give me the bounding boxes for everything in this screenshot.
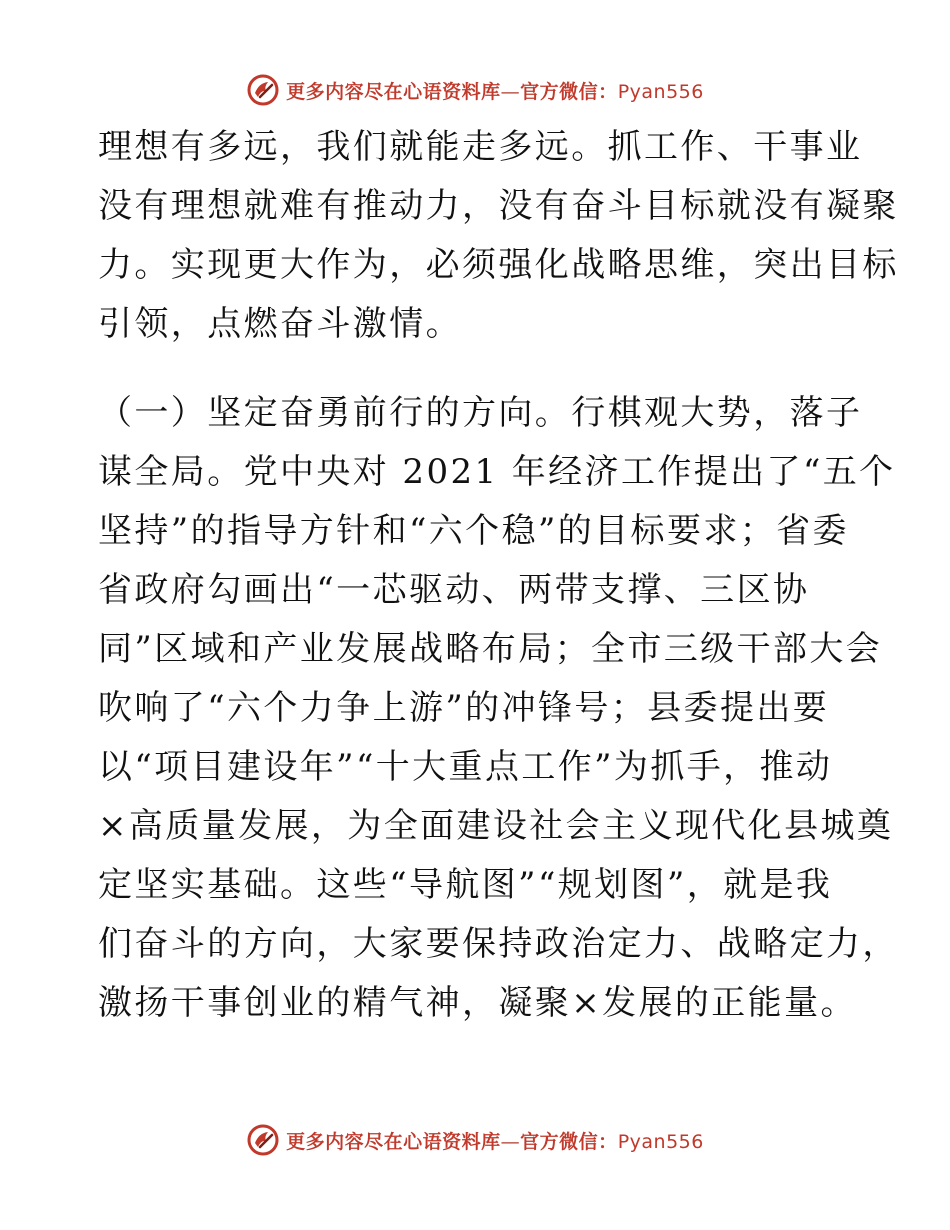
watermark-official: 官方微信： [520, 1130, 618, 1153]
watermark-brand: 更多内容尽在心语资料库 [286, 1130, 501, 1153]
text-line: 们奋斗的方向，大家要保持政治定力、战略定力， [98, 924, 899, 964]
text-line: 理想有多远，我们就能走多远。抓工作、干事业 [98, 127, 863, 167]
paragraph-2 [98, 384, 899, 1033]
text-line: ×高质量发展，为全面建设社会主义现代化县城奠 [98, 806, 894, 846]
watermark-id: Pyan556 [617, 1130, 704, 1153]
paragraph-1 [98, 118, 899, 354]
text-line: 没有理想就难有推动力，没有奋斗目标就没有凝聚 [98, 186, 899, 226]
watermark-id: Pyan556 [617, 80, 704, 103]
text-line: 坚持”的指导方针和“六个稳”的目标要求；省委 [98, 511, 849, 551]
text-line: 引领，点燃奋斗激情。 [98, 304, 462, 344]
footer-watermark [0, 1120, 950, 1160]
watermark-text [286, 77, 704, 104]
text-line: 谋全局。党中央对 2021 年经济工作提出了“五个 [98, 452, 896, 492]
watermark-brand: 更多内容尽在心语资料库 [286, 80, 501, 103]
text-line: 激扬干事创业的精气神，凝聚×发展的正能量。 [98, 983, 857, 1023]
brand-logo-icon [246, 1123, 280, 1157]
text-line: （一）坚定奋勇前行的方向。行棋观大势，落子 [98, 393, 863, 433]
watermark-text [286, 1127, 704, 1154]
text-line: 定坚实基础。这些“导航图”“规划图”，就是我 [98, 865, 833, 905]
watermark-dash: — [500, 1130, 521, 1153]
watermark-dash: — [500, 80, 521, 103]
paragraph-spacer [98, 354, 858, 384]
document-body [98, 118, 899, 1033]
brand-logo-icon [246, 73, 280, 107]
text-line: 吹响了“六个力争上游”的冲锋号；县委提出要 [98, 688, 830, 728]
text-line: 力。实现更大作为，必须强化战略思维，突出目标 [98, 245, 899, 285]
header-watermark [0, 70, 950, 110]
text-line: 同”区域和产业发展战略布局；全市三级干部大会 [98, 629, 883, 669]
text-line: 省政府勾画出“一芯驱动、两带支撑、三区协 [98, 570, 810, 610]
text-line: 以“项目建设年”“十大重点工作”为抓手，推动 [98, 747, 833, 787]
watermark-official: 官方微信： [520, 80, 618, 103]
